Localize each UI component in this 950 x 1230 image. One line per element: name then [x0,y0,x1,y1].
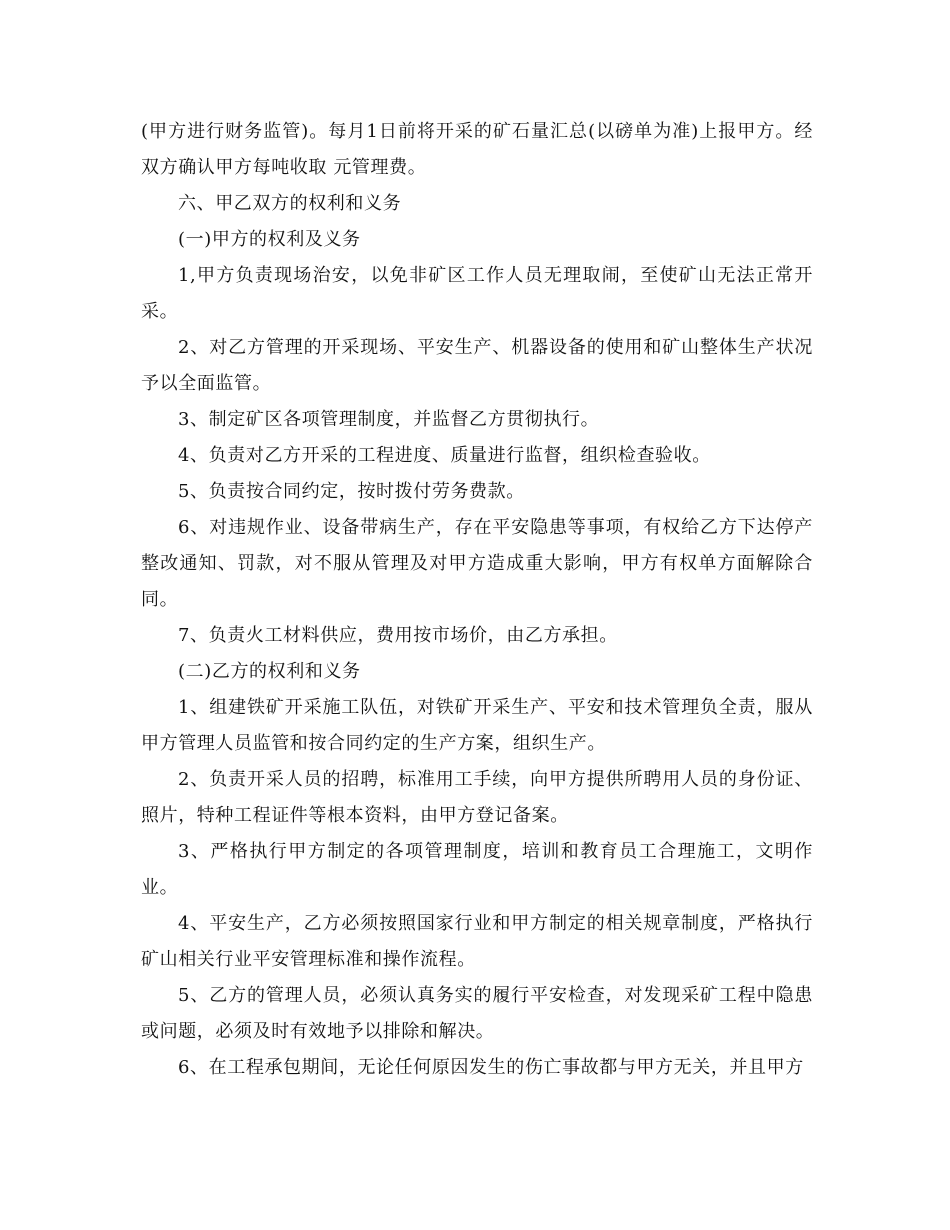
party-a-item-6: 6、对违规作业、设备带病生产，存在平安隐患等事项，有权给乙方下达停产整改通知、罚款，对不服从管理及对甲方造成重大影响，甲方有权单方面解除合同。 [141,517,813,610]
party-a-item-3: 3、制定矿区各项管理制度，并监督乙方贯彻执行。 [178,409,600,430]
party-b-item-3: 3、严格执行甲方制定的各项管理制度，培训和教育员工合理施工，文明作业。 [141,841,813,898]
party-b-item-4: 4、平安生产，乙方必须按照国家行业和甲方制定的相关规章制度，严格执行矿山相关行业平安管理标准和操作流程。 [141,913,813,970]
party-a-item-4: 4、负责对乙方开采的工程进度、质量进行监督，组织检查验收。 [178,445,711,466]
party-b-item-1: 1、组建铁矿开采施工队伍，对铁矿开采生产、平安和技术管理负全责，服从甲方管理人员监管和按合同约定的生产方案，组织生产。 [141,697,813,754]
party-a-item-5: 5、负责按合同约定，按时拨付劳务费款。 [178,481,525,502]
party-a-item-7: 7、负责火工材料供应，费用按市场价，由乙方承担。 [178,625,618,646]
paragraph-1: (甲方进行财务监管)。每月1日前将开采的矿石量汇总(以磅单为准)上报甲方。经双方确认甲方每吨收取 元管理费。 [141,121,813,178]
document-body [141,114,813,1086]
party-b-item-2: 2、负责开采人员的招聘，标准用工手续，向甲方提供所聘用人员的身份证、照片，特种工程证件等根本资料，由甲方登记备案。 [141,769,813,826]
subsection-heading-party-b: (二)乙方的权利和义务 [178,661,361,682]
party-b-item-5: 5、乙方的管理人员，必须认真务实的履行平安检查，对发现采矿工程中隐患或问题，必须及时有效地予以排除和解决。 [141,985,813,1042]
subsection-heading-party-a: (一)甲方的权利及义务 [178,229,361,250]
party-a-item-1: 1,甲方负责现场治安，以免非矿区工作人员无理取闹，至使矿山无法正常开采。 [141,265,813,322]
party-a-item-2: 2、对乙方管理的开采现场、平安生产、机器设备的使用和矿山整体生产状况予以全面监管。 [141,337,813,394]
section-heading-rights-obligations: 六、甲乙双方的权利和义务 [178,193,402,214]
party-b-item-6: 6、在工程承包期间，无论任何原因发生的伤亡事故都与甲方无关，并且甲方 [178,1057,804,1078]
